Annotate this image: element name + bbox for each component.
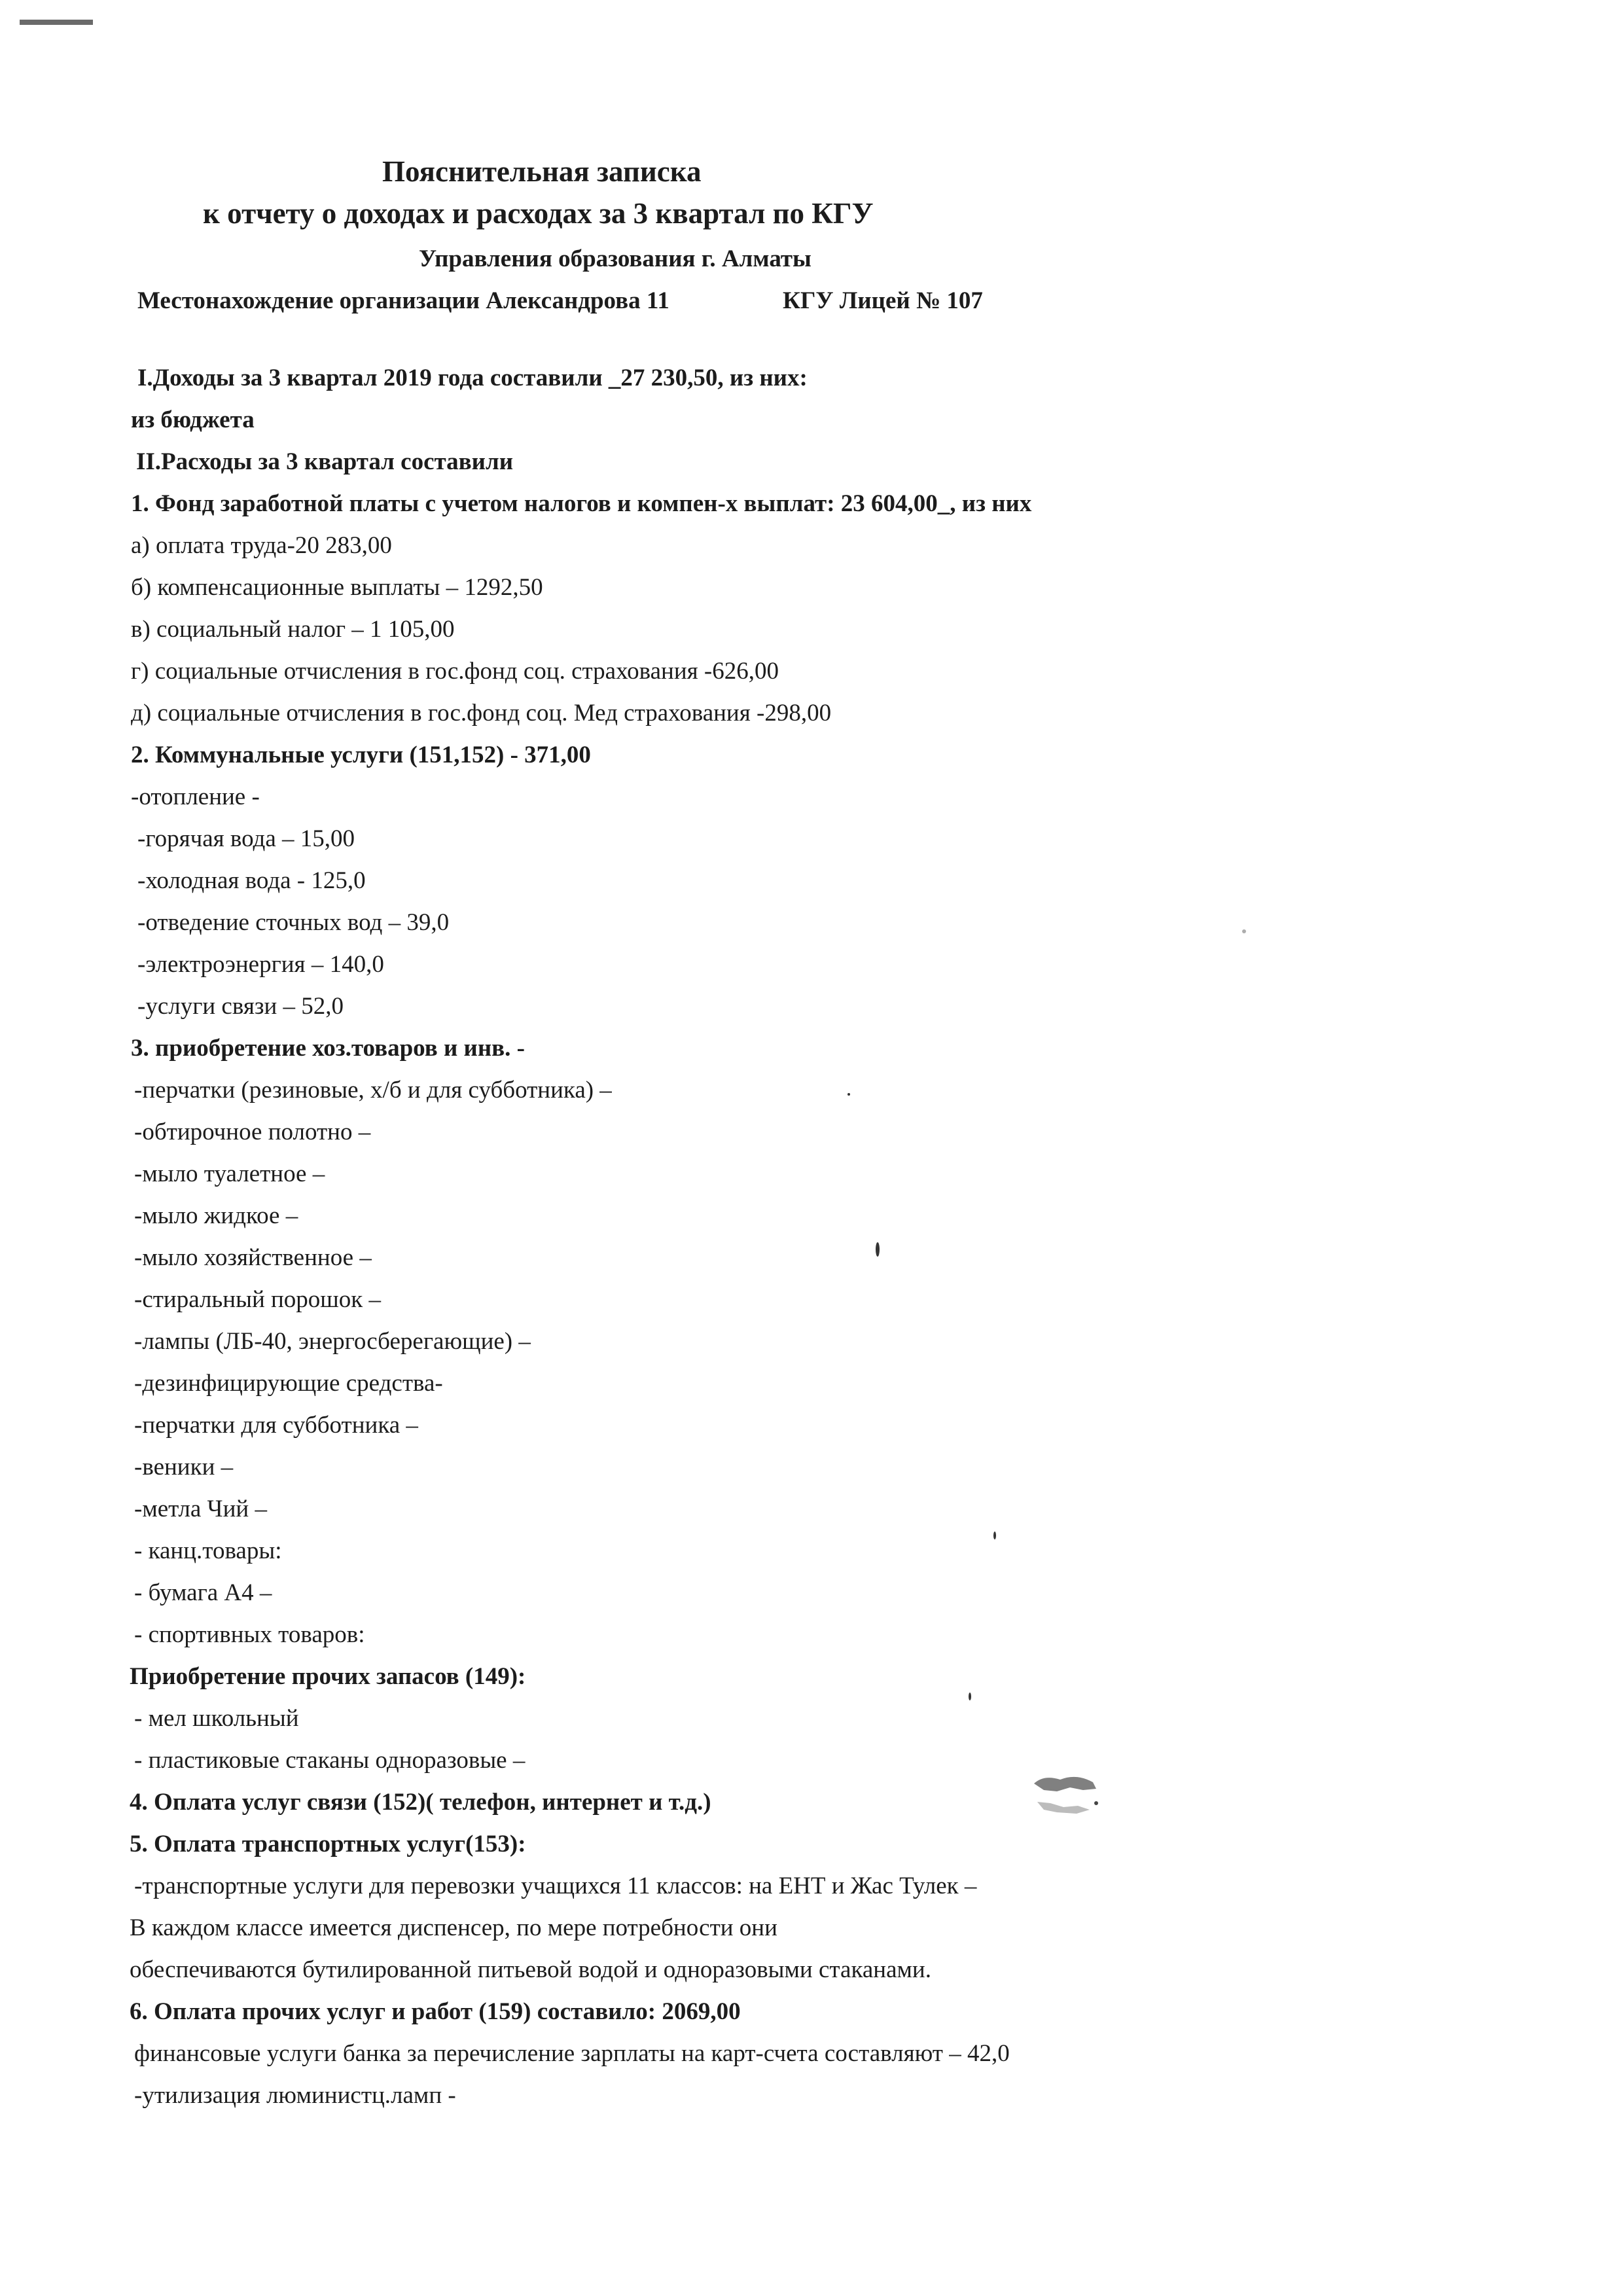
list-item: -обтирочное полотно – (134, 1119, 371, 1145)
list-item: -мыло туалетное – (134, 1160, 325, 1187)
list-item: - бумага А4 – (134, 1579, 272, 1606)
salary-fund-heading: 1. Фонд заработной платы с учетом налогов и компен-х выплат: 23 604,00_, из них (131, 490, 1032, 517)
scan-speck (969, 1693, 971, 1700)
scan-blot (1031, 1770, 1109, 1823)
list-item: -мыло хозяйственное – (134, 1244, 372, 1271)
scan-speck (993, 1532, 996, 1539)
list-item: -перчатки (резиновые, х/б и для субботника) – (134, 1077, 612, 1103)
school-name: КГУ Лицей № 107 (783, 287, 983, 314)
list-item: -утилизация люминистц.ламп - (134, 2082, 456, 2109)
list-item: -отведение сточных вод – 39,0 (137, 909, 450, 936)
list-item: В каждом классе имеется диспенсер, по мере потребности они (130, 1914, 777, 1941)
list-item: -лампы (ЛБ-40, энергосберегающие) – (134, 1328, 531, 1355)
organization-location: Местонахождение организации Александрова 11 (137, 287, 669, 314)
list-item: финансовые услуги банка за перечисление зарплаты на карт-счета составляют – 42,0 (134, 2040, 1010, 2067)
list-item: д) социальные отчисления в гос.фонд соц. Мед страхования -298,00 (131, 700, 832, 726)
list-item: -транспортные услуги для перевозки учащихся 11 классов: на ЕНТ и Жас Тулек – (134, 1873, 977, 1899)
list-item: - пластиковые стаканы одноразовые – (134, 1747, 526, 1774)
list-item: - мел школьный (134, 1705, 299, 1732)
transport-heading: 5. Оплата транспортных услуг(153): (130, 1831, 526, 1857)
list-item: -электроэнергия – 140,0 (137, 951, 384, 978)
scan-edge-mark (20, 20, 93, 25)
list-item: обеспечиваются бутилированной питьевой водой и одноразовыми стаканами. (130, 1956, 931, 1983)
list-item: - спортивных товаров: (134, 1621, 365, 1648)
utilities-heading: 2. Коммунальные услуги (151,152) - 371,00 (131, 742, 591, 768)
list-item: б) компенсационные выплаты – 1292,50 (131, 574, 543, 601)
communication-heading: 4. Оплата услуг связи (152)( телефон, интернет и т.д.) (130, 1789, 711, 1816)
income-budget: из бюджета (131, 406, 255, 433)
list-item: -отопление - (131, 783, 260, 810)
list-item: а) оплата труда-20 283,00 (131, 532, 392, 559)
document-subtitle: к отчету о доходах и расходах за 3 квартал по КГУ (203, 197, 874, 230)
list-item: г) социальные отчисления в гос.фонд соц. страхования -626,00 (131, 658, 779, 685)
list-item: -веники – (134, 1454, 234, 1480)
list-item: в) социальный налог – 1 105,00 (131, 616, 455, 643)
goods-heading: 3. приобретение хоз.товаров и инв. - (131, 1035, 525, 1062)
expenses-heading: II.Расходы за 3 квартал составили (136, 448, 514, 475)
other-services-heading: 6. Оплата прочих услуг и работ (159) составило: 2069,00 (130, 1998, 741, 2025)
income-total: I.Доходы за 3 квартал 2019 года составили _27 230,50, из них: (137, 365, 808, 391)
list-item: -услуги связи – 52,0 (137, 993, 344, 1020)
list-item: -метла Чий – (134, 1496, 267, 1522)
list-item: -холодная вода - 125,0 (137, 867, 366, 894)
organization-name: Управления образования г. Алматы (419, 245, 812, 272)
other-stock-heading: Приобретение прочих запасов (149): (130, 1663, 526, 1690)
list-item: - канц.товары: (134, 1537, 282, 1564)
list-item: -дезинфицирующие средства- (134, 1370, 443, 1397)
scan-speck (1242, 929, 1246, 933)
scan-speck (876, 1242, 880, 1257)
scan-speck (847, 1093, 850, 1096)
list-item: -стиральный порошок – (134, 1286, 382, 1313)
list-item: -горячая вода – 15,00 (137, 825, 355, 852)
list-item: -перчатки для субботника – (134, 1412, 418, 1439)
list-item: -мыло жидкое – (134, 1202, 298, 1229)
document-title: Пояснительная записка (382, 155, 702, 188)
